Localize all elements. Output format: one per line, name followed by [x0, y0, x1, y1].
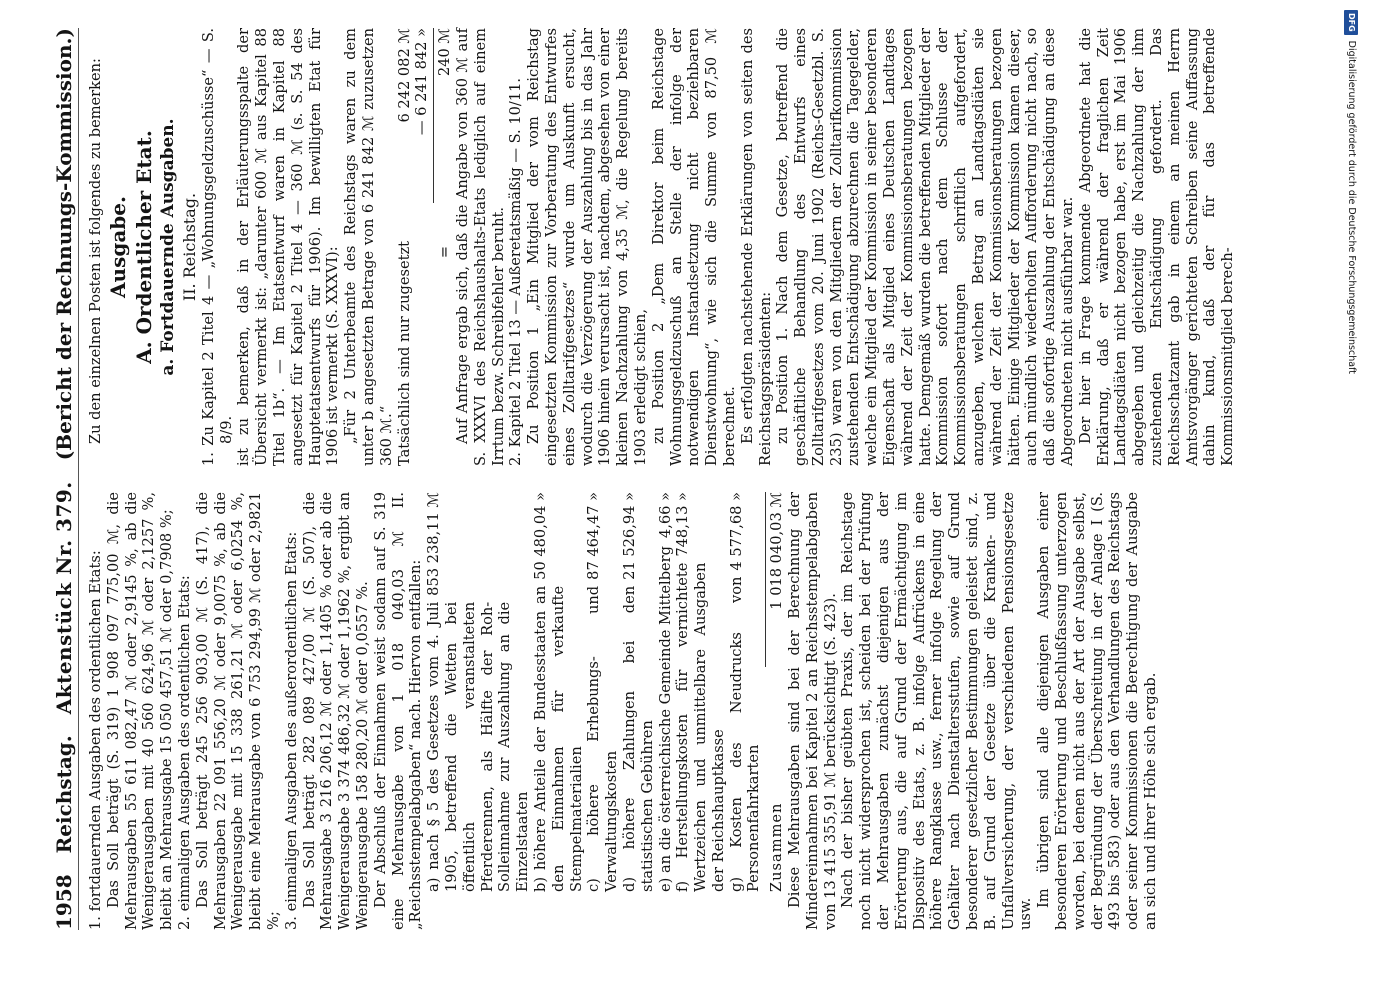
entry-label: e) an die österreichische Gemeinde Mittelberg [656, 546, 674, 892]
item-3-heading: 3. einmaligen Ausgaben des außerordentlichen Etats: [282, 531, 300, 930]
item-2-text: Das Soll beträgt 245 256 903,00 ℳ (S. 417), die Mehrausgaben 22 091 556,20 ℳ oder 9,0075 %, ab die Wenigerausgabe mit 15 338 261,21 ℳ oder 6,0254 %, bleibt eine Mehrausgabe von 6 753 294,99 ℳ oder 2,9821 %; [193, 492, 282, 930]
kapitel-2-position-1-answer: zu Position 1. Nach dem Gesetze, betreffend die geschäftliche Behandlung des Entwurfs eines Zolltarifgesetzes vom 20. Juni 1902 (Reichs-Gesetzbl. S. 235) waren von den Mitgliedern der Zolltarifkommission zustehenden Entschädigung abzurechnen die Tagegelder, welche ein Mitglied der Kommission in seiner besonderen Eigenschaft als Mitglied eines Deutschen Landtages während der Zeit der Kommissionsberatungen bezogen hatte. Demgemäß wurden die betreffenden Mitglieder der Kommission sofort nach dem Schlusse der Kommissionsberatungen schriftlich aufgefordert, anzugeben, welchen Betrag an Landtagsdiäten sie während der Zeit der Kommissionsberatungen bezogen hätten. Einige Mitglieder der Kommission kamen dieser, auch mündlich wiederholten Aufforderung nicht nach, so daß die sofortige Auszahlung der Entschädigung an diese Abgeordneten nicht ausführbar war. [774, 28, 1077, 466]
document-title: Aktenstück Nr. 379. [52, 481, 76, 715]
header-right-label: (Bericht der Rechnungs-Kommission.) [52, 28, 76, 461]
kapitel-2-heading: 2. Kapitel 2 Titel 13 — Außeretatsmäßig — S. 10/11. [507, 77, 525, 466]
sum-amount: 1 018 040,03 ℳ [768, 492, 786, 610]
item-2-heading: 2. einmaligen Ausgaben des ordentlichen Etats: [175, 575, 193, 930]
sum-label: Zusammen [768, 802, 786, 892]
kapitel-2-position-2: zu Position 2 „Dem Direktor beim Reichstage Wohnungsgeldzuschuß an Stelle der infolge der notwendigen Instandsetzung nicht beziehbaren Dienstwohnung“, wie sich die Summe von 87,50 ℳ berechnet. [649, 28, 738, 466]
paragraph-3: Im übrigen sind alle diejenigen Ausgaben einer besonderen Erörterung und Beschlußfassung unterzogen worden, bei denen nicht aus der Art der Ausgabe selbst, der Begründung der Überschreitung in der Anlage I (S. 493 bis 583) oder aus den Verhandlungen des Reichstags oder seiner Kommissionen die Berechtigung der Ausgabe an sich und ihrer Höhe sich ergab. [1035, 492, 1160, 930]
entry-label: b) höhere Anteile der Bundesstaaten an den Einnahmen für verkaufte Stempelmaterialien [531, 585, 585, 892]
item-3-text: Das Soll beträgt 282 089 427,00 ℳ (S. 507), die Mehrausgabe 3 216 206,12 ℳ oder 1,1405 % oder ab die Wenigerausgabe 3 374 486,32 ℳ oder 1,1962 %, ergibt an Wenigerausgabe 158 280,20 ℳ oder 0,0557 %. [300, 492, 371, 930]
heading-ausgabe: Ausgabe. [105, 196, 130, 298]
entry-label: a) nach § 5 des Gesetzes vom 4. Juli 1905, betreffend die Wetten bei öffentlich veranstalteten Pferderennen, als Hälfte der Roh-Solleinnahme zur Auszahlung an die Einzelstaaten [425, 601, 532, 892]
calc-result: 240 ℳ [436, 28, 454, 77]
kapitel-1-heading: 1. Zu Kapitel 2 Titel 4 — „Wohnungsgeldzuschüsse“ — S. 8/9. [199, 28, 235, 466]
calc-row-3 [436, 28, 454, 428]
digitization-note [1344, 10, 1374, 970]
heading-fortdauernde-ausgaben: a. Fortdauernde Ausgaben. [157, 118, 178, 376]
right-column [87, 28, 1237, 466]
header-left-label: Reichstag. [52, 735, 76, 854]
calc-rule [433, 28, 434, 203]
item-1-heading: 1. fortdauernden Ausgaben des ordentlichen Etats: [87, 550, 104, 930]
list-item [728, 492, 764, 892]
dfg-logo: DFG [1344, 10, 1358, 35]
heading-ordentlicher-etat: A. Ordentlicher Etat. [131, 130, 156, 364]
left-column [87, 492, 1237, 930]
kapitel-1-text: ist zu bemerken, daß in der Erläuterungsspalte der Übersicht vermerkt ist: „darunter 600 ℳ aus Kapitel 88 Titel 1b“. — Im Etatsentwurf waren in Kapitel 88 angesetzt für Kapitel 2 Titel 4 — 360 ℳ (s. S. 54 des Hauptetatsentwurfs für 1906). Im bewilligten Etat für 1906 ist vermerkt (S. XXXVI): [235, 28, 342, 466]
kapitel-1-text-2: Auf Anfrage ergab sich, daß die Angabe von 360 ℳ auf S. XXXVI des Reichshaushalts-Etats lediglich auf einem Irrtum bezw. Schreibfehler beruht. [453, 28, 507, 466]
calc-value-1: 6 242 082 ℳ [395, 28, 413, 123]
page-header [52, 28, 79, 930]
kapitel-2-erklaerungen: Es erfolgten nachstehende Erklärungen von seiten des Reichstagspräsidenten: [738, 28, 774, 466]
paragraph-2: Nach der bisher geübten Praxis, der im Reichstage noch nicht widersprochen ist, scheiden bei der Prüfung der Mehrausgaben zunächst diejenigen aus der Erörterung aus, die auf Grund der Ermächtigung im Dispositiv des Etats, z. B. infolge Aufrückens in eine höhere Rangklasse usw., ferner infolge Regelung der Gehälter nach Dienstaltersstufen, sowie auf Grund besonderer gesetzlicher Bestimmungen geleistet sind, z. B. auf Grund der Gesetze über die Kranken- und Unfallversicherung, der verschiedenen Pensionsgesetze usw. [839, 492, 1035, 930]
entry-label: d) höhere Zahlungen bei den statistischen Gebühren [620, 585, 656, 892]
calc-label: Tatsächlich sind nur zugesetzt [395, 240, 413, 466]
list-item [532, 492, 585, 892]
heading-reichstag: II. Reichstag. [179, 192, 199, 302]
kapitel-1-quote: „Für 2 Unterbeamte des Reichstags waren zu dem unter b angesetzten Betrage von 6 241 842 ℳ zuzusetzen 360 ℳ.“ [342, 28, 395, 466]
digitization-note-inner [1336, 10, 1366, 970]
digitization-note-text: Digitalisierung gefördert durch die Deutsche Forschungsgemeinschaft [1346, 40, 1357, 374]
paragraph-1: Diese Mehrausgaben sind bei der Berechnung der Mindereinnahmen bei Kapitel 2 an Reichsstempelabgaben von 13 415 355,91 ℳ berücksichtigt (S. 423). [786, 492, 839, 930]
calc-value-2: — 6 241 842 » [413, 28, 431, 136]
entry-amount: 4 577,68 » [727, 492, 745, 571]
two-column-body [87, 28, 1237, 930]
item-1-text: Das Soll beträgt (S. 319) 1 908 097 775,00 ℳ, die Mehrausgaben 55 611 082,47 ℳ oder 2,9145 %, ab die Wenigerausgaben mit 40 560 624,96 ℳ oder 2,1257 %, bleibt an Mehrausgabe 15 050 457,51 ℳ oder 0,7908 %; [104, 492, 176, 930]
list-item [657, 492, 675, 892]
entry-amount: 87 464,47 » [585, 492, 603, 580]
entry-amount: 853 238,11 ℳ [425, 492, 443, 596]
kapitel-2-position-1: Zu Position 1 „Ein Mitglied der vom Reichstag eingesetzten Kommission zur Vorberatung des Entwurfes eines Zolltarifgesetzes“ wurde um Auskunft ersucht, wodurch die Verzögerung der Auszahlung bis in das Jahr 1906 hinein verursacht ist, nachdem, abgesehen von einer kleinen Nachzahlung von 4,35 ℳ, die Regelung bereits 1903 erledigt schien, [525, 28, 649, 466]
kapitel-2-continuation: Der hier in Frage kommende Abgeordnete hat die Erklärung, daß er während der fraglichen Zeit Landtagsdiäten nicht bezogen habe, erst im Mai 1906 abgegeben und gleichzeitig die Nachzahlung der ihm zustehenden Entschädigung gefordert. Das Reichsschatzamt gab in einem an meinen Herrn Amtsvorgänger gerichteten Schreiben seine Auffassung dahin kund, daß der für das betreffende Kommissionsmitglied berech- [1076, 28, 1237, 466]
intro-text: Zu den einzelnen Posten ist folgendes zu bemerken: [87, 58, 104, 444]
list-item [674, 492, 727, 892]
list-item [621, 492, 657, 892]
entry-amount: 21 526,94 » [620, 492, 638, 580]
calc-equals: = [436, 245, 454, 259]
sum-rule [765, 492, 766, 667]
list-item [425, 492, 532, 892]
entry-amount: 748,13 » [674, 492, 692, 557]
calc-row-2 [413, 28, 431, 428]
entry-label: c) höhere Erhebungs- und Verwaltungskosten [585, 585, 621, 892]
entries-list [425, 492, 786, 930]
abschluss-paragraph: Der Abschluß der Einnahmen weist sodann auf S. 319 eine Mehrausgabe von 1 018 040,03 ℳ II. „Reichsstempelabgaben“ nach. Hiervon entfallen: [371, 492, 425, 930]
entry-amount: 50 480,04 » [531, 492, 549, 580]
list-item [585, 492, 621, 892]
page-number: 1958 [52, 874, 76, 930]
sum-row [768, 492, 786, 892]
entry-label: f) Herstellungskosten für vernichtete Wertzeichen und unmittelbare Ausgaben der Reichshauptkasse [674, 562, 727, 892]
entry-amount: 4,66 » [656, 492, 674, 539]
entry-label: g) Kosten des Neudrucks von Personenfahrkarten [727, 576, 763, 892]
calc-row-1 [396, 28, 414, 466]
